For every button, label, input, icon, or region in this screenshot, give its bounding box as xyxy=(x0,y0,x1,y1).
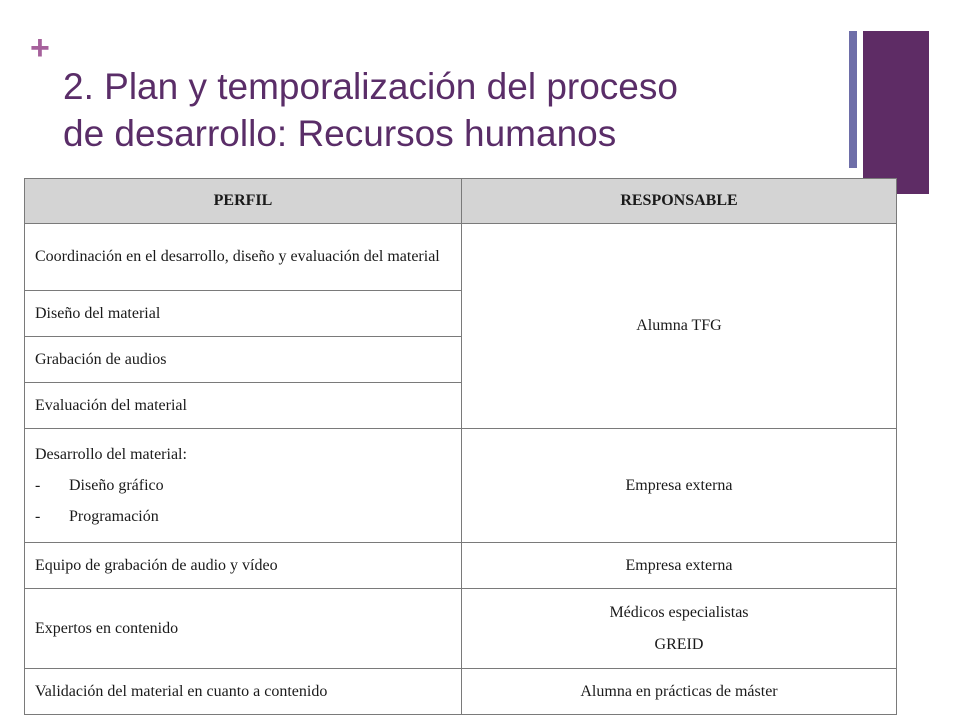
responsable-line: GREID xyxy=(654,635,704,653)
slide-title xyxy=(63,63,833,157)
perfil-cell: Equipo de grabación de audio y vídeo xyxy=(25,543,462,589)
table-row xyxy=(25,669,897,715)
slide-title-line2: de desarrollo: Recursos humanos xyxy=(63,113,617,154)
perfil-main-text: Desarrollo del material: xyxy=(35,445,187,463)
accent-bar-thin xyxy=(849,31,857,168)
human-resources-table xyxy=(24,178,897,715)
perfil-subitem: - Diseño gráfico xyxy=(35,476,164,494)
header-responsable: RESPONSABLE xyxy=(462,179,897,224)
responsable-cell: Empresa externa xyxy=(462,543,897,589)
responsable-line: Médicos especialistas xyxy=(609,603,749,621)
table-row xyxy=(25,543,897,589)
header-perfil: PERFIL xyxy=(25,179,462,224)
perfil-cell: Grabación de audios xyxy=(25,337,462,383)
perfil-subitem: - Programación xyxy=(35,507,159,525)
perfil-cell xyxy=(25,429,462,543)
table-row xyxy=(25,429,897,543)
perfil-cell: Expertos en contenido xyxy=(25,589,462,669)
responsable-cell: Alumna TFG xyxy=(462,224,897,429)
responsable-cell: Empresa externa xyxy=(462,429,897,543)
table-row xyxy=(25,224,897,291)
slide-plus-marker: + xyxy=(30,29,50,67)
perfil-cell: Validación del material en cuanto a contenido xyxy=(25,669,462,715)
responsable-cell xyxy=(462,589,897,669)
responsable-cell: Alumna en prácticas de máster xyxy=(462,669,897,715)
table-header-row xyxy=(25,179,897,224)
perfil-cell: Coordinación en el desarrollo, diseño y evaluación del material xyxy=(25,224,462,291)
table-row xyxy=(25,589,897,669)
perfil-cell: Evaluación del material xyxy=(25,383,462,429)
perfil-cell: Diseño del material xyxy=(25,291,462,337)
resources-table-container xyxy=(24,178,897,715)
slide-title-line1: 2. Plan y temporalización del proceso xyxy=(63,66,678,107)
accent-bar-thick xyxy=(863,31,929,194)
